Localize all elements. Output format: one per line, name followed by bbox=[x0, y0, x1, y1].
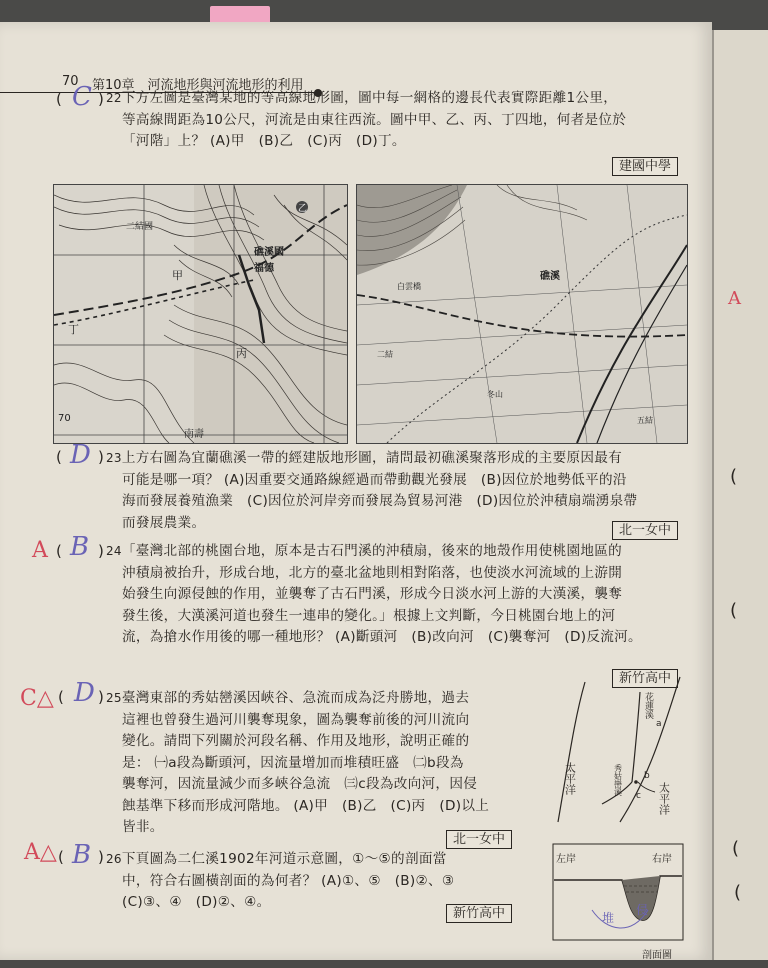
handwritten-answer-23: D bbox=[70, 440, 91, 470]
question-line: 沖積扇被抬升，形成台地，北方的臺北盆地則相對陷落，也使淡水河流域的上游開 bbox=[122, 564, 623, 581]
question-number: 23 bbox=[106, 451, 122, 465]
chapter-title: 第10章 河流地形與河流地形的利用 bbox=[92, 78, 304, 93]
handwritten-answer-25: D bbox=[74, 678, 95, 708]
answer-paren: ) bbox=[98, 848, 104, 866]
question-23 bbox=[106, 448, 696, 534]
edge-paren: ( bbox=[732, 838, 740, 859]
river-label: 秀姑巒溪 bbox=[613, 764, 623, 796]
question-line: 下頁圖為二仁溪1902年河道示意圖，①～⑤的剖面當 bbox=[121, 851, 447, 867]
question-line: 襲奪河，因流量減少而多峽谷急流 ㈢c段為改向河，因侵 bbox=[122, 776, 478, 792]
question-line: 發生後，大漢溪河道也發生一連串的變化。」根據上文判斷，今日桃園台地上的河 bbox=[122, 607, 616, 624]
question-line: 海而發展養殖漁業 (C)因位於河岸旁而發展為貿易河港 (D)因位於沖積扇端湧泉帶 bbox=[122, 493, 638, 509]
answer-paren: ( bbox=[56, 542, 62, 560]
source-tag: 新竹高中 bbox=[446, 904, 512, 923]
map-label: 冬山 bbox=[487, 390, 503, 399]
source-tag: 新竹高中 bbox=[612, 669, 678, 688]
source-tag: 北一女中 bbox=[446, 830, 512, 849]
segment-label: c bbox=[636, 791, 641, 801]
question-number: 26 bbox=[106, 852, 122, 866]
map-label: 南壽 bbox=[184, 429, 204, 440]
question-line: 上方右圖為宜蘭礁溪一帶的經建版地形圖，請問最初礁溪聚落形成的主要原因最有 bbox=[121, 450, 623, 466]
handwritten-answer-24: B bbox=[70, 532, 90, 562]
source-tag: 建國中學 bbox=[612, 157, 678, 176]
map-label: 二結國 bbox=[126, 222, 154, 232]
question-line: 「臺灣北部的桃園台地，原本是古石門溪的沖積扇，後來的地殼作用使桃園地區的 bbox=[121, 543, 623, 559]
question-25 bbox=[106, 688, 536, 839]
ocean-label: 太平洋 bbox=[563, 762, 577, 795]
question-line: 可能是哪一項？ (A)因重要交通路線經過而帶動觀光發展 (B)因位於地勢低平的沿 bbox=[122, 471, 627, 488]
answer-paren: ( bbox=[58, 848, 64, 866]
question-line: 蝕基準下移而形成河階地。 (A)甲 (B)乙 (C)丙 (D)以上 bbox=[122, 797, 490, 814]
question-line: 中，符合右圖橫剖面的為何者？ (A)①、⑤ (B)②、③ bbox=[122, 872, 455, 889]
edge-paren: ( bbox=[730, 600, 738, 621]
margin-mark: A bbox=[728, 288, 741, 309]
question-line: 等高線間距為10公尺，河流是由東往西流。圖中甲、乙、丙、丁四地，何者是位於 bbox=[122, 111, 627, 128]
margin-mark: A△ bbox=[24, 840, 57, 865]
map-label: 甲 bbox=[172, 269, 183, 282]
answer-paren: ( bbox=[56, 448, 62, 466]
answer-paren: ( bbox=[56, 90, 62, 108]
map-label: 福德 bbox=[254, 263, 274, 274]
margin-mark: A bbox=[32, 538, 48, 563]
question-line: 變化。請問下列關於河段名稱、作用及地形，說明正確的 bbox=[122, 733, 470, 749]
map-label: 70 bbox=[58, 413, 71, 424]
question-line: 皆非。 bbox=[122, 819, 164, 835]
edge-paren: ( bbox=[730, 466, 738, 487]
map-label: 礁溪國 bbox=[254, 247, 284, 258]
answer-paren: ) bbox=[98, 448, 104, 466]
contour-map-left bbox=[53, 184, 348, 444]
question-line: 流，為搶水作用後的哪一種地形？ (A)斷頭河 (B)改向河 (C)襲奪河 (D)反流河。 bbox=[122, 629, 642, 645]
adjacent-page-edge bbox=[712, 30, 768, 960]
map-label: 乙 bbox=[298, 204, 308, 214]
source-tag: 北一女中 bbox=[612, 521, 678, 540]
river-label: 花蓮溪 bbox=[643, 692, 653, 719]
page-number: 70 bbox=[62, 74, 79, 89]
question-number: 25 bbox=[106, 691, 122, 705]
map-label: 丁 bbox=[68, 323, 79, 336]
textbook-page bbox=[0, 22, 712, 960]
question-24 bbox=[106, 541, 702, 649]
map-label: 礁溪 bbox=[540, 271, 560, 282]
question-line: (C)③、④ (D)②、④。 bbox=[122, 894, 271, 910]
map-label: 白雲橋 bbox=[397, 282, 421, 291]
question-line: 是： ㈠a段為斷頭河，因流量增加而堆積旺盛 ㈡b段為 bbox=[122, 754, 464, 771]
question-number: 22 bbox=[106, 91, 122, 105]
segment-label: b bbox=[644, 771, 650, 781]
erosion-note: 侵 bbox=[636, 903, 649, 917]
handwritten-answer-26: B bbox=[72, 840, 92, 870]
segment-label: a bbox=[656, 719, 662, 729]
question-line: 臺灣東部的秀姑巒溪因峽谷、急流而成為泛舟勝地，過去 bbox=[121, 690, 470, 706]
map-label: 五結 bbox=[637, 416, 653, 425]
right-bank-label: 右岸 bbox=[652, 854, 672, 865]
topo-map-right bbox=[356, 184, 688, 444]
question-line: 始發生向源侵蝕的作用，並襲奪了古石門溪，形成今日淡水河上游的大漢溪，襲奪 bbox=[122, 586, 623, 602]
deposit-note: 堆 bbox=[602, 911, 615, 925]
question-line: 「河階」上？ (A)甲 (B)乙 (C)丙 (D)丁。 bbox=[122, 133, 406, 149]
answer-paren: ) bbox=[98, 542, 104, 560]
question-line: 這裡也曾發生過河川襲奪現象，圖為襲奪前後的河川流向 bbox=[122, 711, 470, 728]
cross-section-caption: 剖面圖 bbox=[642, 950, 672, 961]
margin-mark: C△ bbox=[20, 686, 54, 711]
map-label: 丙 bbox=[236, 347, 247, 360]
edge-paren: ( bbox=[734, 882, 742, 903]
question-line: 而發展農業。 bbox=[122, 514, 206, 531]
left-bank-label: 左岸 bbox=[556, 854, 576, 865]
map-label: 二結 bbox=[377, 350, 393, 359]
answer-paren: ( bbox=[58, 688, 64, 706]
cross-section-diagram bbox=[552, 840, 684, 964]
question-line: 下方左圖是臺灣某地的等高線地形圖，圖中每一網格的邊長代表實際距離1公里， bbox=[121, 90, 618, 106]
question-22 bbox=[106, 88, 696, 153]
ocean-label: 太平洋 bbox=[657, 782, 671, 815]
answer-paren: ) bbox=[98, 688, 104, 706]
river-capture-diagram bbox=[540, 672, 690, 832]
handwritten-answer-22: C bbox=[72, 82, 92, 112]
answer-paren: ) bbox=[98, 90, 104, 108]
question-number: 24 bbox=[106, 544, 122, 558]
